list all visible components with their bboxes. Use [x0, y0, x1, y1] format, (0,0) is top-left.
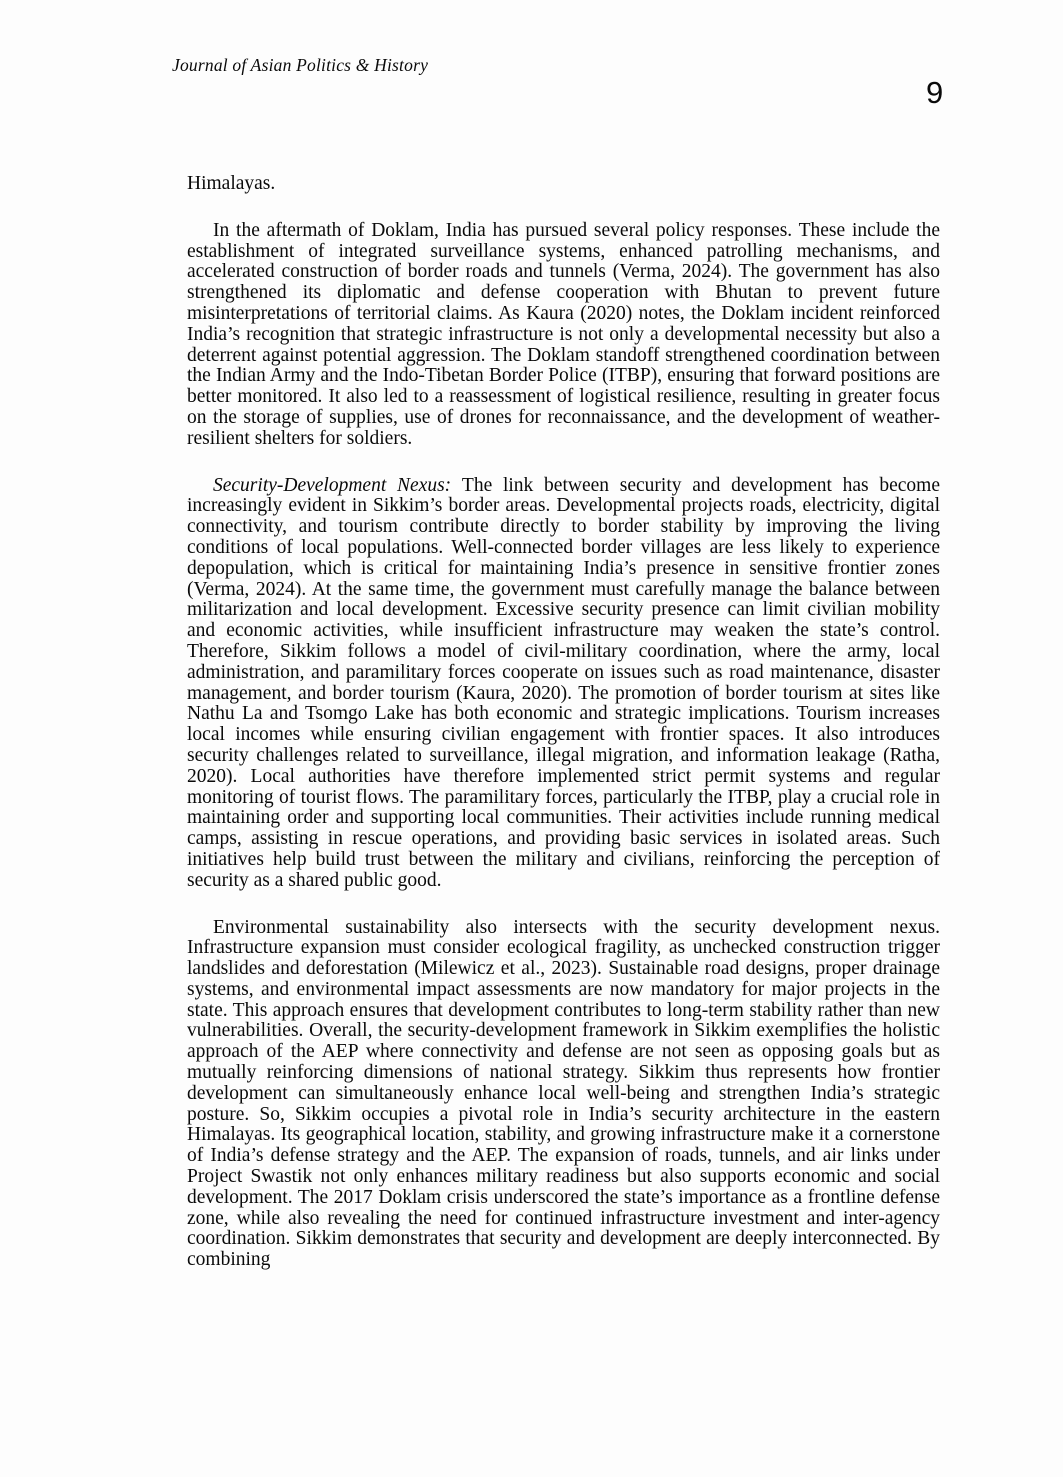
paragraph-fragment: Himalayas.: [187, 173, 276, 194]
paragraph-security-development-nexus: [187, 476, 940, 892]
document-body: [187, 174, 940, 1297]
page-number: 9: [926, 75, 944, 110]
paragraph-aftermath-doklam: In the aftermath of Doklam, India has pursued several policy responses. These include the establishment of integrated surveillance systems, enhanced patrolling mechanisms, and accelerated construction of border roads and tunnels (Verma, 2024). The government has also strengthened its diplomatic and defense cooperation with Bhutan to prevent future misinterpretations of territorial claims. As Kaura (2020) notes, the Doklam incident reinforced India’s recognition that strategic infrastructure is not only a developmental necessity but also a deterrent against potential aggression. The Doklam standoff strengthened coordination between the Indian Army and the Indo-Tibetan Border Police (ITBP), ensuring that forward positions are better monitored. It also led to a reassessment of logistical resilience, resulting in greater focus on the storage of supplies, use of drones for reconnaissance, and the development of weather-resilient shelters for soldiers.: [187, 219, 940, 449]
journal-title: Journal of Asian Politics & History: [172, 55, 429, 75]
paragraph-nexus-text: The link between security and development has become increasingly evident in Sikkim’s border areas. Developmental projects roads, electricity, digital connectivity, and tourism contribute directly to border stability by improving the living conditions of local populations. Well-connected border villages are less likely to experience depopulation, which is critical for maintaining India’s presence in sensitive frontier zones (Verma, 2024). At the same time, the government must carefully manage the balance between militarization and local development. Excessive security presence can limit civilian mobility and economic activities, while insufficient infrastructure may weaken the state’s control. Therefore, Sikkim follows a model of civil-military coordination, where the army, local administration, and paramilitary forces cooperate on issues such as road maintenance, disaster management, and border tourism (Kaura, 2020). The promotion of border tourism at sites like Nathu La and Tsomgo Lake has both economic and strategic implications. Tourism increases local incomes while ensuring civilian engagement with frontier spaces. It also introduces security challenges related to surveillance, illegal migration, and information leakage (Ratha, 2020). Local authorities have therefore implemented strict permit systems and regular monitoring of tourist flows. The paramilitary forces, particularly the ITBP, play a crucial role in maintaining order and supporting local communities. Their activities include running medical camps, assisting in rescue operations, and providing basic services in isolated areas. Such initiatives help build trust between the military and civilians, reinforcing the perception of security as a shared public good.: [187, 474, 940, 891]
paragraph-environmental-sustainability: Environmental sustainability also intersects with the security development nexus. Infrastructure expansion must consider ecological fragility, as unchecked construction trigger landslides and deforestation (Milewicz et al., 2023). Sustainable road designs, proper drainage systems, and environmental impact assessments are now mandatory for major projects in the state. This approach ensures that development contributes to long-term stability rather than new vulnerabilities. Overall, the security-development framework in Sikkim exemplifies the holistic approach of the AEP where connectivity and defense are not seen as opposing goals but as mutually reinforcing dimensions of national strategy. Sikkim thus represents how frontier development can simultaneously enhance local well-being and strengthen India’s strategic posture. So, Sikkim occupies a pivotal role in India’s security architecture in the eastern Himalayas. Its geographical location, stability, and growing infrastructure make it a cornerstone of India’s defense strategy and the AEP. The expansion of roads, tunnels, and air links under Project Swastik not only enhances military readiness but also supports economic and social development. The 2017 Doklam crisis underscored the state’s importance as a frontline defense zone, while also revealing the need for continued infrastructure investment and inter-agency coordination. Sikkim demonstrates that security and development are deeply interconnected. By combining: [187, 916, 940, 1271]
paragraph-lead-italic: Security-Development Nexus:: [213, 474, 462, 496]
